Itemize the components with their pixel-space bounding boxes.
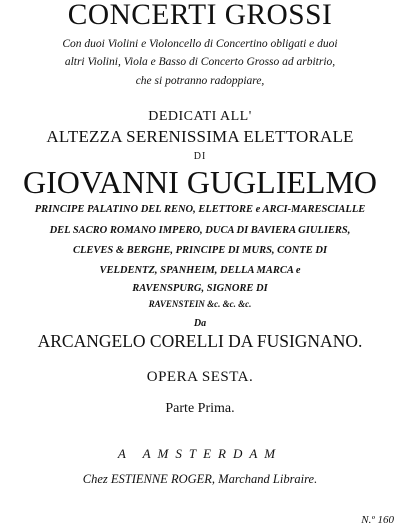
imprint-city: A AMSTERDAM [117, 446, 283, 461]
page-title: CONCERTI GROSSI [67, 0, 333, 31]
dedicatee-title-2: DEL SACRO ROMANO IMPERO, DUCA DI BAVIERA GIULIERS, [49, 225, 351, 236]
composer-da: Da [193, 318, 207, 329]
dedication-recipient: ALTEZZA SERENISSIMA ELETTORALE [46, 127, 354, 146]
dedication-heading: DEDICATI ALL' [148, 109, 252, 124]
composer-name: ARCANGELO CORELLI DA FUSIGNANO. [37, 331, 363, 351]
dedicatee-title-4: VELDENTZ, SPANHEIM, DELLA MARCA e [99, 265, 301, 276]
subtitle-line-1: Con duoi Violini e Violoncello di Concertino obligati e duoi [62, 38, 338, 50]
dedication-di: DI [193, 151, 207, 162]
opus-number: OPERA SESTA. [146, 369, 254, 385]
dedicatee-title-1: PRINCIPE PALATINO DEL RENO, ELETTORE e ARCI-MARESCIALLE [34, 204, 366, 215]
dedicatee-title-6: RAVENSTEIN &c. &c. &c. [148, 299, 252, 309]
subtitle-line-2: altri Violini, Viola e Basso di Concerto Grosso ad arbitrio, [64, 56, 336, 68]
subtitle-line-3: che si potranno radoppiare, [135, 75, 265, 87]
dedicatee-name: GIOVANNI GUGLIELMO [22, 164, 378, 200]
plate-number: N.º 160 [361, 514, 394, 526]
dedicatee-title-5: RAVENSPURG, SIGNORE DI [132, 283, 268, 294]
dedicatee-title-3: CLEVES & BERGHE, PRINCIPE DI MURS, CONTE DI [72, 245, 328, 256]
imprint-publisher: Chez ESTIENNE ROGER, Marchand Libraire. [82, 472, 318, 486]
part-label: Parte Prima. [165, 401, 235, 416]
